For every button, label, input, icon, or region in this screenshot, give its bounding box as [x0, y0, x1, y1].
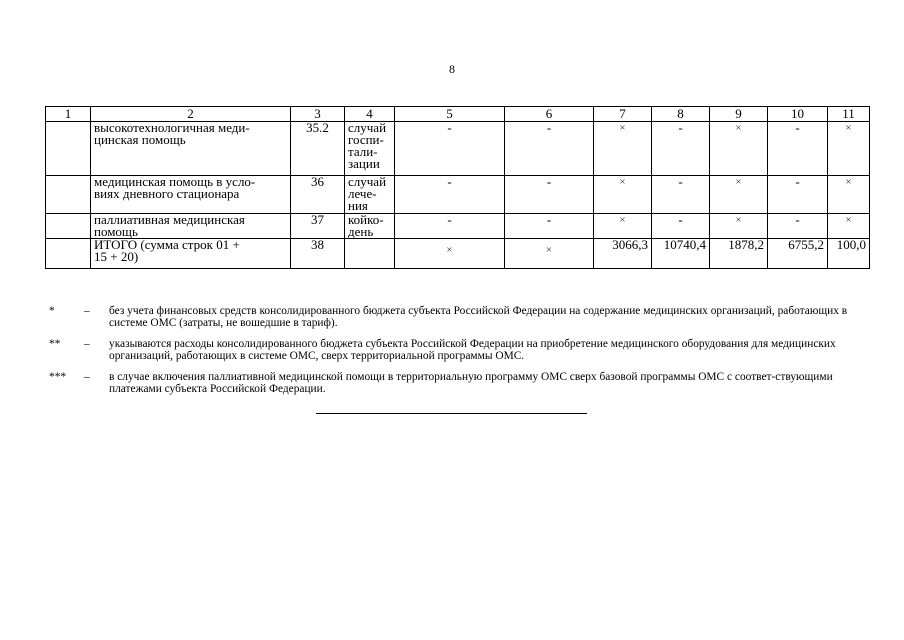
row-description: ИТОГО (сумма строк 01 + 15 + 20) — [91, 239, 291, 269]
value-cell: × — [594, 214, 652, 239]
value-cell: - — [505, 214, 594, 239]
value-cell: - — [395, 122, 505, 176]
column-header: 10 — [768, 107, 828, 122]
column-header: 4 — [345, 107, 395, 122]
row-description: паллиативная медицинская помощь — [91, 214, 291, 239]
row-unit — [345, 239, 395, 269]
value-cell: - — [768, 176, 828, 214]
footnote — [49, 305, 871, 329]
row-unit: случай лече- ния — [345, 176, 395, 214]
footnote-text: указываются расходы консолидированного бюджета субъекта Российской Федерации на приобретение медицинского оборудования для медицинских организаций, работающих в системе ОМС, сверх территориальной программы ОМС. — [109, 338, 836, 362]
column-header: 1 — [46, 107, 91, 122]
row-code: 35.2 — [291, 122, 345, 176]
value-cell: × — [594, 176, 652, 214]
value-cell: - — [652, 176, 710, 214]
row-code: 38 — [291, 239, 345, 269]
row-index-cell — [46, 122, 91, 176]
value-cell: - — [505, 122, 594, 176]
footnote — [49, 338, 871, 362]
value-cell: × — [395, 239, 505, 269]
value-cell: - — [505, 176, 594, 214]
report-table — [45, 106, 870, 269]
table-row-total — [46, 239, 870, 269]
footnote-text: без учета финансовых средств консолидированного бюджета субъекта Российской Федерации на содержание медицинских организаций, работающих в системе ОМС (затраты, не вошедшие в тариф). — [109, 305, 848, 329]
value-cell: × — [828, 122, 870, 176]
total-value-cell: 3066,3 — [594, 239, 652, 269]
row-code: 37 — [291, 214, 345, 239]
column-header: 7 — [594, 107, 652, 122]
footnote — [49, 371, 871, 395]
row-unit: случай госпи- тали- зации — [345, 122, 395, 176]
value-cell: × — [594, 122, 652, 176]
value-cell: × — [828, 214, 870, 239]
value-cell: × — [505, 239, 594, 269]
end-divider — [316, 413, 587, 414]
value-cell: - — [395, 214, 505, 239]
column-header: 5 — [395, 107, 505, 122]
row-index-cell — [46, 239, 91, 269]
value-cell: - — [395, 176, 505, 214]
page-number: 8 — [449, 62, 455, 76]
column-header: 11 — [828, 107, 870, 122]
total-value-cell: 6755,2 — [768, 239, 828, 269]
table-row — [46, 214, 870, 239]
total-value-cell: 10740,4 — [652, 239, 710, 269]
value-cell: - — [652, 214, 710, 239]
total-value-cell: 1878,2 — [710, 239, 768, 269]
row-index-cell — [46, 176, 91, 214]
footnote-dash: – — [84, 338, 90, 350]
column-header: 3 — [291, 107, 345, 122]
row-code: 36 — [291, 176, 345, 214]
row-description: высокотехнологичная меди- цинская помощь — [91, 122, 291, 176]
footnote-mark: ** — [49, 338, 61, 350]
row-description: медицинская помощь в усло- виях дневного стационара — [91, 176, 291, 214]
value-cell: - — [768, 214, 828, 239]
footnote-mark: *** — [49, 371, 67, 383]
value-cell: × — [828, 176, 870, 214]
footnote-dash: – — [84, 371, 90, 383]
footnote-dash: – — [84, 305, 90, 317]
column-header: 2 — [91, 107, 291, 122]
table-row — [46, 122, 870, 176]
row-unit: койко- день — [345, 214, 395, 239]
footnote-text: в случае включения паллиативной медицинской помощи в территориальную программу ОМС сверх базовой программы ОМС с соответ-ствующими платежами субъекта Российской Федерации. — [109, 371, 833, 395]
value-cell: × — [710, 122, 768, 176]
row-index-cell — [46, 214, 91, 239]
column-header: 9 — [710, 107, 768, 122]
value-cell: - — [768, 122, 828, 176]
table-row — [46, 176, 870, 214]
column-header: 8 — [652, 107, 710, 122]
total-value-cell: 100,0 — [828, 239, 870, 269]
column-header: 6 — [505, 107, 594, 122]
value-cell: × — [710, 214, 768, 239]
footnotes — [49, 305, 871, 404]
value-cell: × — [710, 176, 768, 214]
footnote-mark: * — [49, 305, 55, 317]
value-cell: - — [652, 122, 710, 176]
